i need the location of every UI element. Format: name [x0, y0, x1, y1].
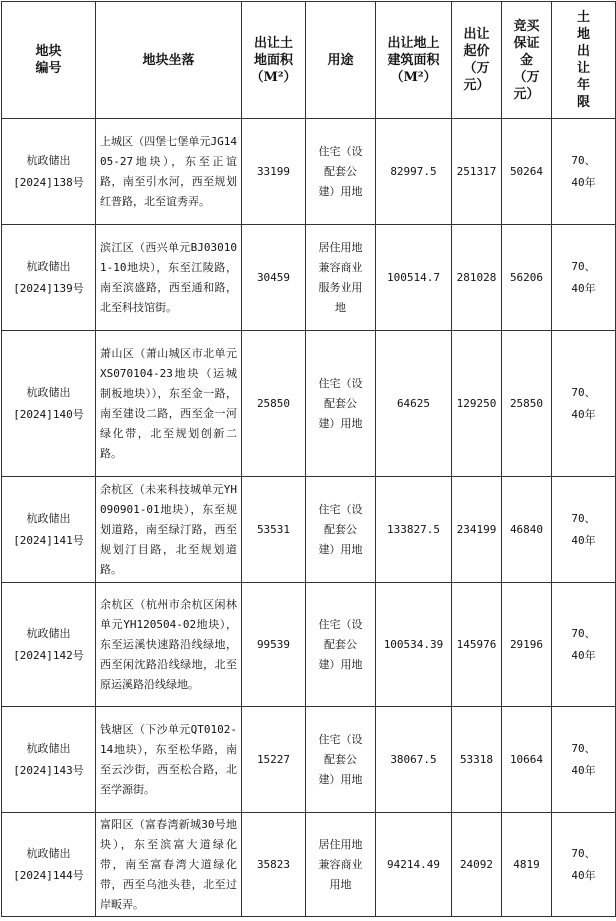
table-row [2, 119, 616, 225]
use-cell: 住宅（设 配套公 建）用地 [306, 477, 376, 583]
header-deposit: 竞买 保证 金 （万 元） [502, 2, 552, 119]
land-auction-table [1, 1, 616, 917]
plot-code-cell: 杭政储出 [2024]140号 [2, 331, 96, 477]
start-price-cell: 53318 [452, 707, 502, 813]
land-area-cell: 25850 [242, 331, 306, 477]
floor-area-cell: 94214.49 [376, 813, 452, 917]
plot-code-cell: 杭政储出 [2024]141号 [2, 477, 96, 583]
table-row [2, 707, 616, 813]
floor-area-cell: 100514.7 [376, 225, 452, 331]
term-years-cell: 70、 40年 [552, 225, 616, 331]
header-location: 地块坐落 [96, 2, 242, 119]
term-years-cell: 70、 40年 [552, 813, 616, 917]
location-cell: 滨江区（西兴单元BJ030101-10地块），东至江陵路，南至滨盛路，西至通和路，北至科技馆街。 [96, 225, 242, 331]
location-cell: 余杭区（未来科技城单元YH090901-01地块），东至规划道路，南至绿汀路，西至规划汀目路，北至规划道路。 [96, 477, 242, 583]
use-cell: 居住用地 兼容商业 用地 [306, 813, 376, 917]
plot-code-cell: 杭政储出 [2024]144号 [2, 813, 96, 917]
term-years-cell: 70、 40年 [552, 119, 616, 225]
use-cell: 住宅（设 配套公 建）用地 [306, 119, 376, 225]
term-years-cell: 70、 40年 [552, 331, 616, 477]
land-area-cell: 53531 [242, 477, 306, 583]
table-row [2, 225, 616, 331]
start-price-cell: 234199 [452, 477, 502, 583]
table-row [2, 813, 616, 917]
land-area-cell: 35823 [242, 813, 306, 917]
deposit-cell: 56206 [502, 225, 552, 331]
location-cell: 萧山区（萧山城区市北单元XS070104-23地块（运城制板地块）），东至金一路，南至建设二路，西至金一河绿化带，北至规划创新二路。 [96, 331, 242, 477]
header-land-area: 出让土 地面积 （M²） [242, 2, 306, 119]
plot-code-cell: 杭政储出 [2024]139号 [2, 225, 96, 331]
deposit-cell: 10664 [502, 707, 552, 813]
use-cell: 住宅（设 配套公 建）用地 [306, 583, 376, 707]
plot-code-cell: 杭政储出 [2024]138号 [2, 119, 96, 225]
table-row [2, 583, 616, 707]
use-cell: 住宅（设 配套公 建）用地 [306, 707, 376, 813]
table-row [2, 477, 616, 583]
start-price-cell: 129250 [452, 331, 502, 477]
deposit-cell: 29196 [502, 583, 552, 707]
use-cell: 居住用地 兼容商业 服务业用 地 [306, 225, 376, 331]
location-cell: 富阳区（富春湾新城30号地块），东至滨富大道绿化带，南至富春湾大道绿化带，西至乌池头巷，北至过岸畈弄。 [96, 813, 242, 917]
location-cell: 余杭区（杭州市余杭区闲林单元YH120504-02地块），东至运溪快速路沿线绿地，西至闲沈路沿线绿地，北至原运溪路沿线绿地。 [96, 583, 242, 707]
land-area-cell: 15227 [242, 707, 306, 813]
deposit-cell: 46840 [502, 477, 552, 583]
floor-area-cell: 100534.39 [376, 583, 452, 707]
header-use: 用途 [306, 2, 376, 119]
land-area-cell: 33199 [242, 119, 306, 225]
floor-area-cell: 64625 [376, 331, 452, 477]
term-years-cell: 70、 40年 [552, 477, 616, 583]
term-years-cell: 70、 40年 [552, 707, 616, 813]
location-cell: 钱塘区（下沙单元QT0102-14地块），东至松华路，南至云沙街，西至松合路，北至学源街。 [96, 707, 242, 813]
floor-area-cell: 38067.5 [376, 707, 452, 813]
header-start-price: 出让 起价 （万 元） [452, 2, 502, 119]
location-cell: 上城区（四堡七堡单元JG1405-27地块），东至正谊路，南至引水河，西至规划红普路，北至谊秀弄。 [96, 119, 242, 225]
plot-code-cell: 杭政储出 [2024]142号 [2, 583, 96, 707]
table-row [2, 331, 616, 477]
plot-code-cell: 杭政储出 [2024]143号 [2, 707, 96, 813]
floor-area-cell: 82997.5 [376, 119, 452, 225]
deposit-cell: 50264 [502, 119, 552, 225]
header-floor-area: 出让地上 建筑面积 （M²） [376, 2, 452, 119]
deposit-cell: 4819 [502, 813, 552, 917]
header-plot-number: 地块 编号 [2, 2, 96, 119]
start-price-cell: 251317 [452, 119, 502, 225]
start-price-cell: 145976 [452, 583, 502, 707]
land-area-cell: 30459 [242, 225, 306, 331]
header-term-years: 土 地 出 让 年 限 [552, 2, 616, 119]
land-area-cell: 99539 [242, 583, 306, 707]
floor-area-cell: 133827.5 [376, 477, 452, 583]
use-cell: 住宅（设 配套公 建）用地 [306, 331, 376, 477]
start-price-cell: 281028 [452, 225, 502, 331]
start-price-cell: 24092 [452, 813, 502, 917]
deposit-cell: 25850 [502, 331, 552, 477]
term-years-cell: 70、 40年 [552, 583, 616, 707]
header-row [2, 2, 616, 119]
